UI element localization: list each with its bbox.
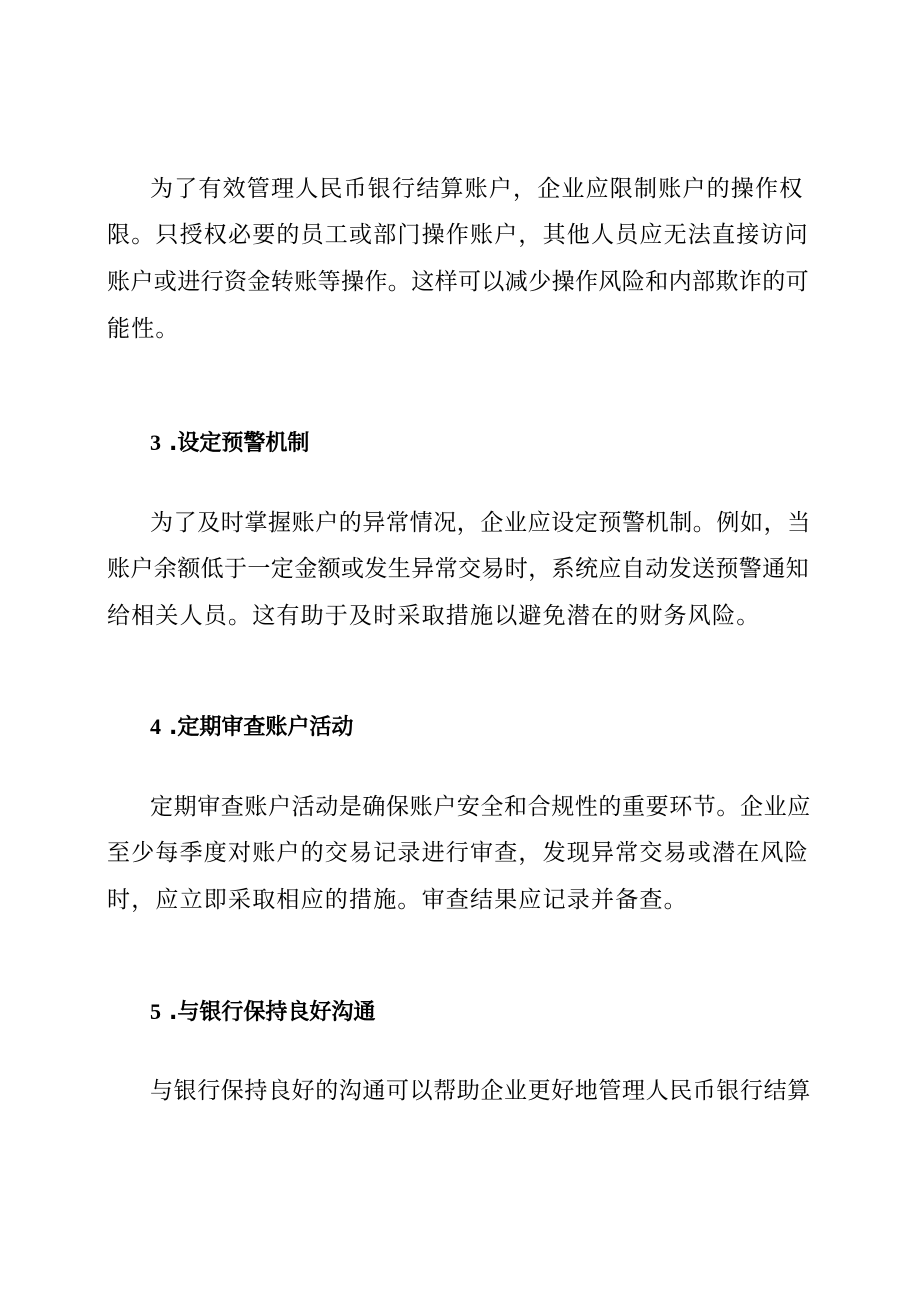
section-number: 4 <box>150 714 161 739</box>
section-heading-5 <box>150 997 375 1028</box>
paragraph-1-line-3: 账户或进行资金转账等操作。这样可以减少操作风险和内部欺诈的可 <box>107 269 809 295</box>
paragraph-2-line-3: 给相关人员。这有助于及时采取措施以避免潜在的财务风险。 <box>107 603 761 629</box>
section-number: 5 <box>150 999 161 1024</box>
paragraph-2-line-1: 为了及时掌握账户的异常情况，企业应设定预警机制。例如，当 <box>150 510 811 536</box>
section-title: .与银行保持良好沟通 <box>169 1000 376 1025</box>
section-heading-3 <box>150 428 309 459</box>
paragraph-1-line-1: 为了有效管理人民币银行结算账户，企业应限制账户的操作权 <box>150 176 804 202</box>
paragraph-3-line-2: 至少每季度对账户的交易记录进行审查，发现异常交易或潜在风险 <box>107 840 809 866</box>
paragraph-4-line-1: 与银行保持良好的沟通可以帮助企业更好地管理人民币银行结算 <box>150 1078 811 1104</box>
paragraph-1-line-4: 能性。 <box>107 316 180 342</box>
paragraph-3-line-3: 时，应立即采取相应的措施。审查结果应记录并备查。 <box>107 887 688 913</box>
paragraph-2-line-2: 账户余额低于一定金额或发生异常交易时，系统应自动发送预警通知 <box>107 556 809 582</box>
paragraph-1-line-2: 限。只授权必要的员工或部门操作账户，其他人员应无法直接访问 <box>107 222 809 248</box>
section-title: .定期审查账户活动 <box>169 715 354 740</box>
paragraph-3-line-1: 定期审查账户活动是确保账户安全和合规性的重要环节。企业应 <box>150 794 811 820</box>
section-heading-4 <box>150 712 353 743</box>
section-title: .设定预警机制 <box>169 431 310 456</box>
section-number: 3 <box>150 430 161 455</box>
